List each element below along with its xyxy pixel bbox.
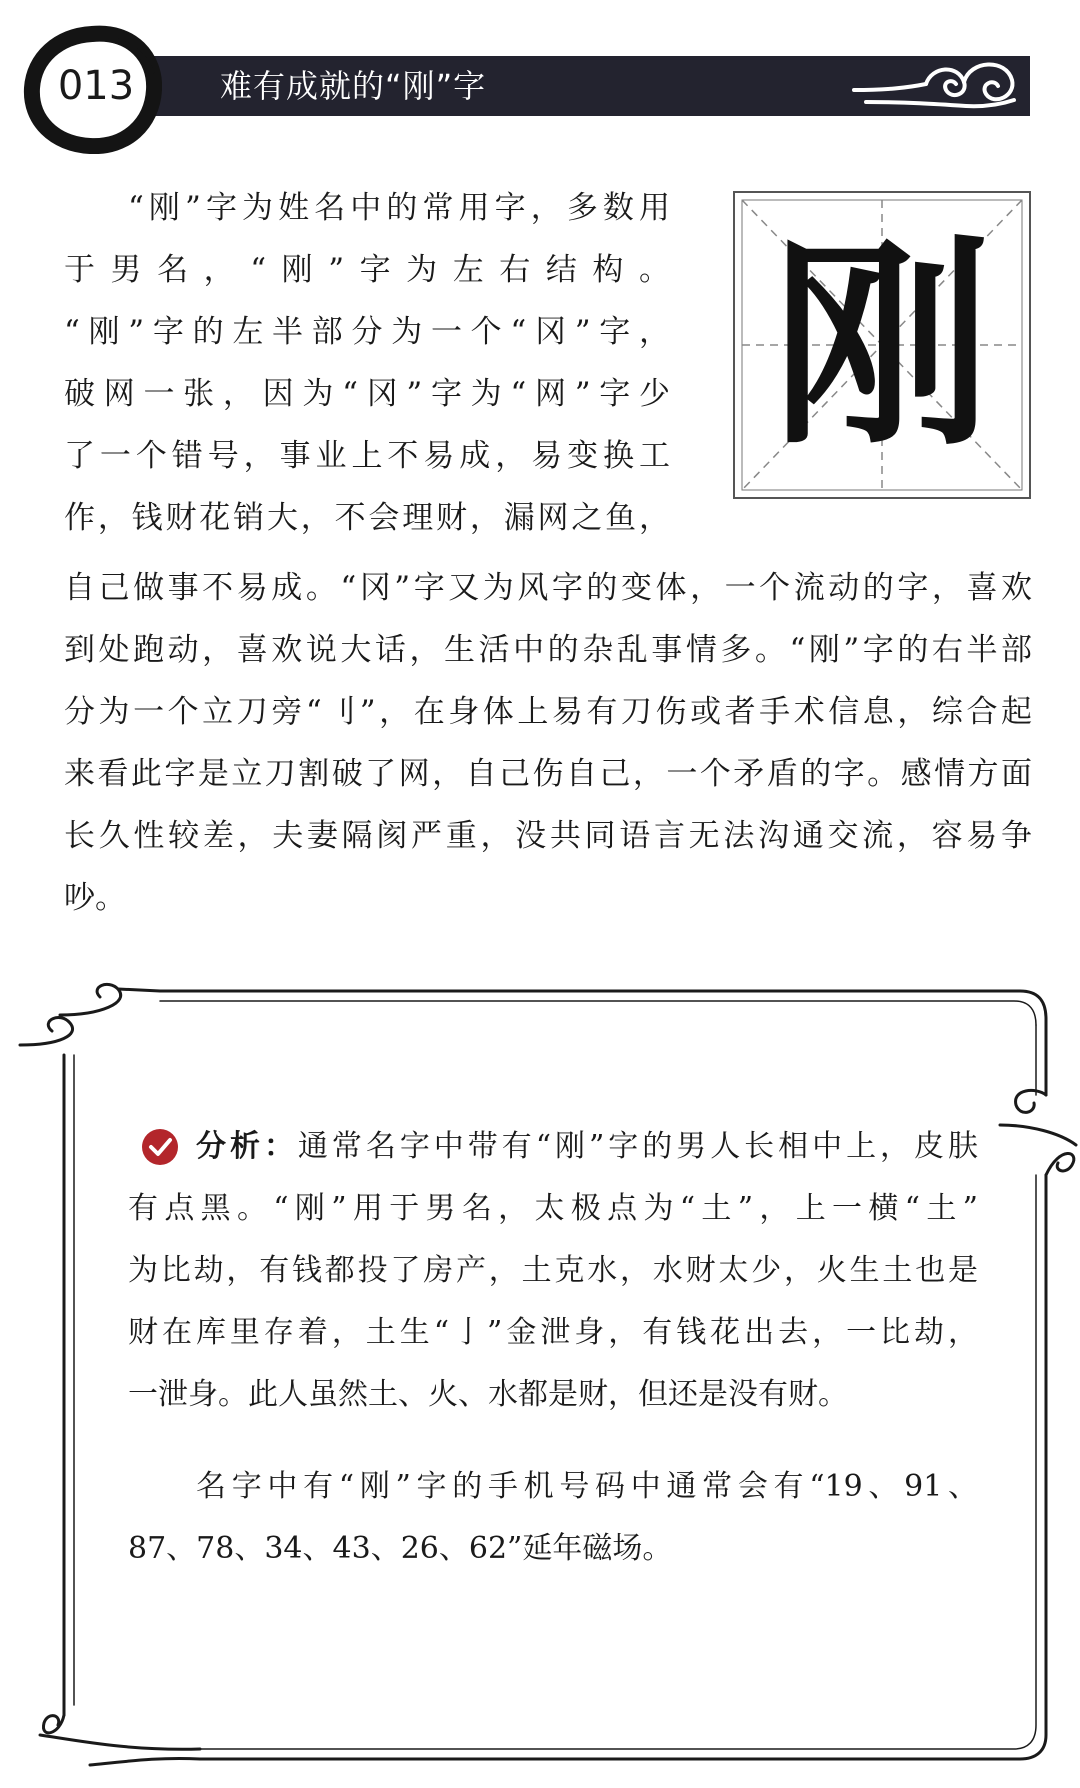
- body-line: 作，钱财花销大，不会理财，漏网之鱼，: [64, 500, 670, 536]
- body-line: 于男名，“刚”字为左右结构。: [64, 252, 670, 288]
- cloud-ornament-icon: [846, 50, 1026, 122]
- analysis-text: 通常名字中带有“刚”字的男人长相中上，皮肤: [297, 1129, 978, 1164]
- body-line: 来看此字是立刀割破了网，自己伤自己，一个矛盾的字。感情方面: [64, 756, 1032, 792]
- analysis-line: 财在库里存着，土生“亅”金泄身，有钱花出去，一比劫，: [128, 1315, 978, 1350]
- body-line: 了一个错号，事业上不易成，易变换工: [64, 438, 670, 474]
- body-line: 到处跑动，喜欢说大话，生活中的杂乱事情多。“刚”字的右半部: [64, 632, 1032, 668]
- character-glyph: 刚: [771, 215, 992, 474]
- character-grid: [732, 190, 1032, 500]
- phone-line: 名字中有“刚”字的手机号码中通常会有“19、91、: [196, 1469, 978, 1504]
- body-line: 长久性较差，夫妻隔阂严重，没共同语言无法沟通交流，容易争: [64, 818, 1032, 854]
- analysis-line-1: [196, 1116, 978, 1178]
- section-number: 013: [57, 63, 135, 109]
- analysis-line: 一泄身。此人虽然土、火、水都是财，但还是没有财。: [128, 1377, 848, 1412]
- body-line: 吵。: [64, 880, 126, 916]
- body-line: “刚”字为姓名中的常用字，多数用: [128, 190, 670, 226]
- phone-line: 87、78、34、43、26、62”延年磁场。: [128, 1531, 673, 1566]
- analysis-label: 分析：: [196, 1129, 298, 1164]
- body-line: 分为一个立刀旁“刂”，在身体上易有刀伤或者手术信息，综合起: [64, 694, 1032, 730]
- page-title: 难有成就的“刚”字: [220, 67, 487, 105]
- body-line: 破网一张，因为“冈”字为“网”字少: [64, 376, 670, 412]
- body-line: 自己做事不易成。“冈”字又为风字的变体，一个流动的字，喜欢: [64, 570, 1032, 606]
- check-circle-icon: [140, 1127, 180, 1167]
- analysis-line: 有点黑。“刚”用于男名，太极点为“土”，上一横“土”: [128, 1191, 978, 1226]
- analysis-line: 为比劫，有钱都投了房产，土克水，水财太少，火生土也是: [128, 1253, 978, 1288]
- body-line: “刚”字的左半部分为一个“冈”字，: [64, 314, 670, 350]
